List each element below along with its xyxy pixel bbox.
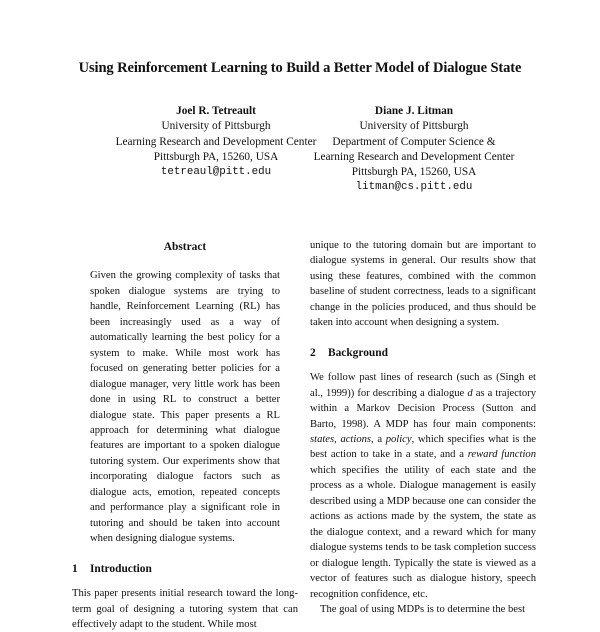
author-name: Joel R. Tetreault bbox=[176, 105, 256, 117]
section-title: Introduction bbox=[90, 562, 152, 575]
author-email[interactable]: tetreaul@pitt.edu bbox=[160, 166, 272, 179]
abstract-heading: Abstract bbox=[163, 241, 207, 253]
left-column bbox=[72, 240, 298, 632]
introduction-text: This paper presents initial research toward the long-term goal of designing a tutoring system that can effectively adapt to the student. While most bbox=[72, 588, 298, 630]
math-d: d bbox=[467, 387, 473, 399]
term-actions: actions bbox=[340, 433, 372, 445]
right-column bbox=[310, 238, 536, 617]
author-block-litman bbox=[284, 104, 544, 196]
section-number: 1 bbox=[72, 562, 78, 575]
author-affiliation: Learning Research and Development Center bbox=[313, 150, 515, 163]
author-affiliation: University of Pittsburgh bbox=[161, 120, 271, 133]
author-email[interactable]: litman@cs.pitt.edu bbox=[355, 181, 473, 194]
section-title: Background bbox=[328, 346, 388, 359]
paper-title: Using Reinforcement Learning to Build a Better Model of Dialogue State bbox=[78, 60, 522, 76]
term-reward-function: reward function bbox=[467, 449, 536, 461]
background-paragraph-1: We follow past lines of research (such as (Singh et al., 1999)) for describing a dialogue d as a trajectory within a Markov Decision Process (Sutton and Barto, 1998). A MDP has four main components: states, actions, a policy, which specifies what is the best action to take in a state, and a reward function which specifies the utility of each state and the process as a whole. Dialogue management is easily described using a MDP because one can consider the actions as actions made by the system, the state as the dialogue context, and a reward which for many dialogue systems tends to be task completion success or dialogue length. Typically the state is viewed as a vector of features such as dialogue history, speech recognition confidence, etc. bbox=[310, 372, 536, 600]
introduction-text-continued: unique to the tutoring domain but are important to dialogue systems in general. Our results show that using these features, combined with the common baseline of student correctness, leads to a significant change in the policies produced, and thus should be taken into account when designing a system. bbox=[310, 240, 536, 329]
author-affiliation: Learning Research and Development Center bbox=[115, 135, 317, 148]
abstract-text: Given the growing complexity of tasks that spoken dialogue systems are trying to handle, Reinforcement Learning (RL) has been increasingly used as a way of automatically learning the best policy for a system to make. While most work has focused on generating better policies for a dialogue manager, very little work has been done in using RL to construct a better dialogue state. This paper presents a RL approach for determining what dialogue features are important to a spoken dialogue tutoring system. Our experiments show that incorporating dialogue factors such as dialogue acts, emotion, repeated concepts and performance play a significant role in tutoring and should be taken into account when designing dialogue systems. bbox=[90, 270, 280, 545]
term-policy: policy bbox=[385, 433, 412, 445]
author-affiliation: University of Pittsburgh bbox=[359, 120, 469, 133]
section-number: 2 bbox=[310, 346, 316, 359]
author-affiliation: Department of Computer Science & bbox=[332, 135, 496, 148]
background-paragraph-2: The goal of using MDPs is to determine the best bbox=[320, 603, 526, 615]
section-heading-introduction bbox=[72, 562, 298, 577]
author-affiliation: Pittsburgh PA, 15260, USA bbox=[351, 166, 477, 179]
author-name: Diane J. Litman bbox=[374, 105, 454, 117]
section-heading-background bbox=[310, 346, 536, 361]
term-states: states bbox=[310, 433, 335, 445]
author-affiliation: Pittsburgh PA, 15260, USA bbox=[153, 150, 279, 163]
